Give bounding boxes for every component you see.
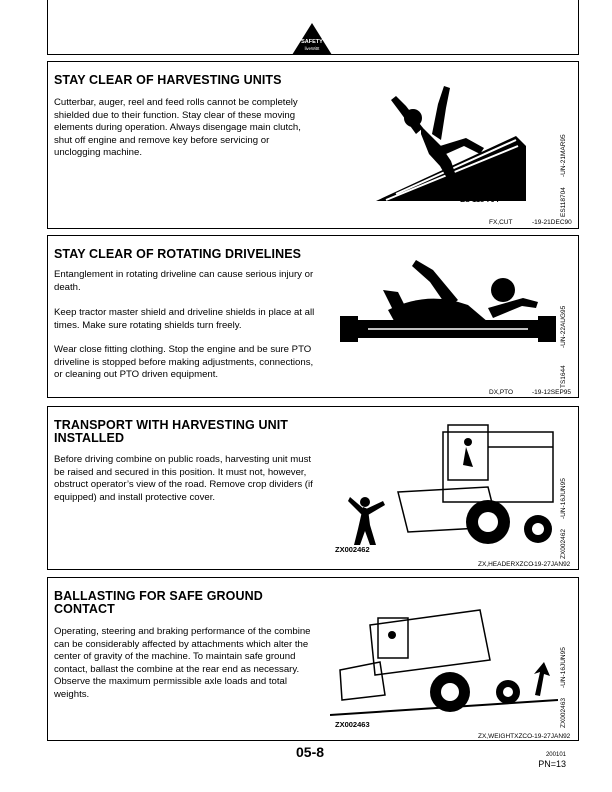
footer-date: -19-12SEP95 [532,389,572,396]
footer-code: ZX,WEIGHTXZCO [478,733,533,740]
svg-text:liveWitIt: liveWitIt [304,46,320,51]
figure-code: TS1644 [560,365,567,388]
figure-label: ZX002462 [335,545,370,554]
footer-date: -19-27JAN92 [532,733,571,740]
section-body-3: Wear close fitting clothing. Stop the engine and be sure PTO driveline is stopped before making adjustments, connections, or cleaning out PTO driven equipment. [54,344,314,381]
figure-label: ES 118 704 [460,195,499,204]
section-title-line2: CONTACT [54,602,115,616]
figure-date-code: -UN-21MAR95 [560,134,567,177]
figure-code: ZX002462 [560,529,567,559]
document-code: 200101 [545,752,566,758]
section-body: Operating, steering and braking performance of the combine can be considerably affected by attachments which alter the center of gravity of the machine. To maintain safe ground contact, ballast the combine at the rear end as necessary. Observe the maximum permissible axle loads and total weights. [54,626,311,700]
figure-label: ZX002463 [335,720,370,729]
section-body-2: Keep tractor master shield and driveline shields in place at all times. Make sure rotating shields turn freely. [54,307,315,331]
figure-date-code: -UN-22AUG95 [560,305,567,348]
section-harvesting-units [47,61,579,229]
section-body: Cutterbar, auger, reel and feed rolls cannot be completely shielded due to their function. Stay clear of these moving elements during operation. Always disengage main clutch, shut off engine and remove key before servicing or unclogging machine. [54,97,301,159]
section-title: STAY CLEAR OF ROTATING DRIVELINES [54,247,302,261]
footer-code: ZX,HEADERXZCO [478,561,534,568]
section-rotating-drivelines [47,235,579,398]
figure-code: ES118704 [560,187,567,217]
safety-alert-logo-icon [290,22,334,56]
figure-date-code: -UN-16JUN95 [560,478,567,519]
footer-code: DX,PTO [489,389,514,396]
person-falling-into-cutter-illustration [366,76,536,208]
section-body-1: Entanglement in rotating driveline can cause serious injury or death. [54,269,314,293]
footer-date: -19-27JAN92 [532,561,571,568]
figure-code: ZX002463 [560,698,567,728]
combine-ballast-illustration [330,600,558,720]
section-title-line1: BALLASTING FOR SAFE GROUND [54,589,263,603]
pn-number: PN=13 [538,759,566,769]
person-caught-in-driveline-illustration [338,250,558,378]
combine-transport-position-illustration [338,417,558,549]
section-ballasting [47,577,579,741]
figure-date-code: -UN-16JUN95 [560,647,567,688]
svg-text:SAFETY: SAFETY [301,39,323,45]
section-body: Before driving combine on public roads, harvesting unit must be raised and secured in this position. It must not, however, obstruct operator’s view of the road. Remove crop dividers (if equipped) and install protective cover. [54,454,313,503]
section-title-line1: TRANSPORT WITH HARVESTING UNIT [54,418,289,432]
footer-date: -19-21DEC90 [532,219,572,226]
section-title: STAY CLEAR OF HARVESTING UNITS [54,73,282,87]
page-number: 05-8 [296,744,325,760]
footer-code: FX,CUT [489,219,513,226]
section-transport-harvesting-unit [47,406,579,570]
section-title-line2: INSTALLED [54,431,125,445]
